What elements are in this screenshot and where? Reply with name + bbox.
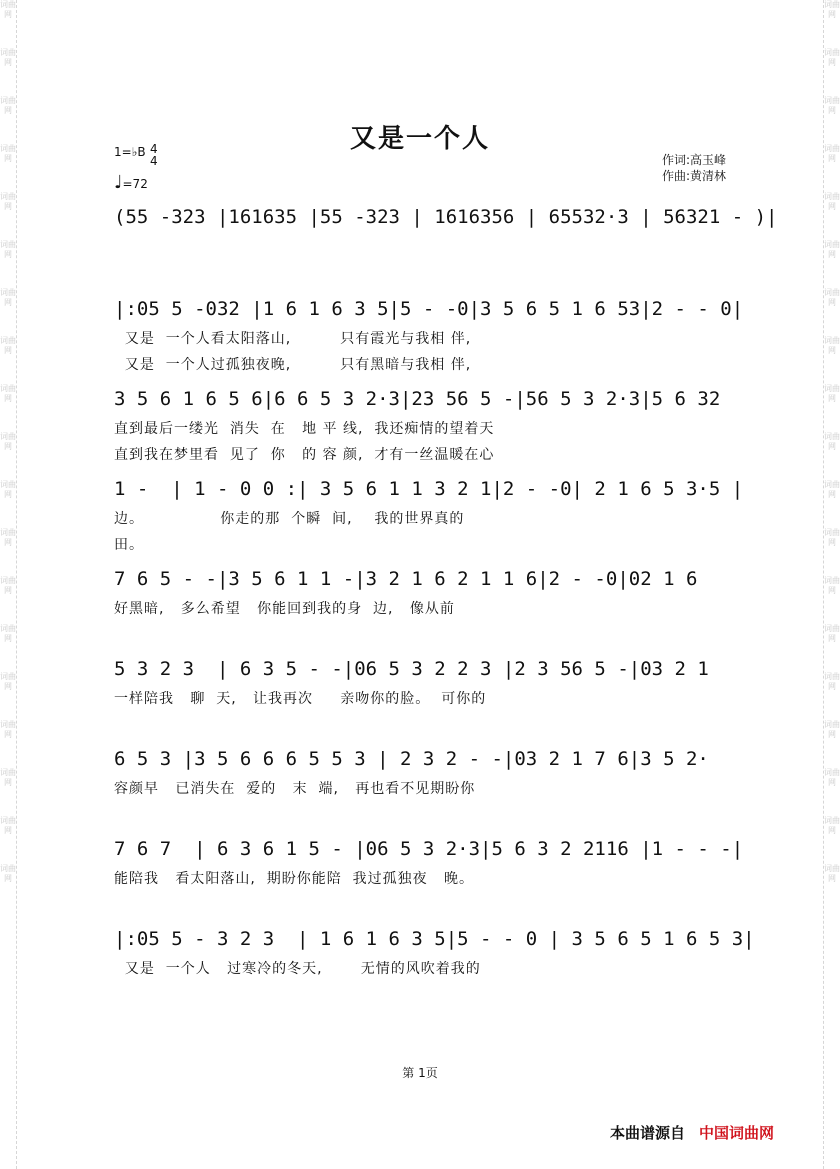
watermark: 词曲网 [824,288,840,307]
watermark: 词曲网 [824,480,840,499]
watermark: 词曲网 [0,768,16,787]
watermark: 词曲网 [0,0,16,19]
notation-line: (55 -323 |161635 |55 -323 | 1616356 | 65532·3 | 56321 - )| [114,206,778,228]
watermark: 词曲网 [824,672,840,691]
right-watermark-strip [823,0,840,1169]
watermark: 词曲网 [0,240,16,259]
lyric-line: 一样陪我 聊 天, 让我再次 亲吻你的脸。 可你的 [114,691,487,707]
song-title: 又是一个人 [349,124,490,154]
watermark: 词曲网 [0,576,16,595]
time-signature-bottom: 4 [150,154,158,168]
notation-line: |:05 5 -032 |1 6 1 6 3 5|5 - -0|3 5 6 5 1 6 53|2 - - 0| [114,298,744,320]
watermark: 词曲网 [824,816,840,835]
composer: 作曲:黄清林 [662,169,727,183]
watermark: 词曲网 [0,624,16,643]
lyric-line: 直到最后一缕光 消失 在 地 平 线, 我还痴情的望着天 [114,421,495,437]
watermark: 词曲网 [0,288,16,307]
lyric-line: 好黑暗, 多么希望 你能回到我的身 边, 像从前 [114,601,455,617]
watermark: 词曲网 [824,624,840,643]
key-label: 1=♭B [114,145,146,159]
notation-line: 5 3 2 3 | 6 3 5 - -|06 5 3 2 2 3 |2 3 56 5 -|03 2 1 [114,658,709,680]
watermark: 词曲网 [824,0,840,19]
watermark: 词曲网 [0,144,16,163]
left-watermark-strip [0,0,17,1169]
watermark: 词曲网 [0,336,16,355]
quarter-note-icon: ♩ [114,172,123,193]
notation-line: 6 5 3 |3 5 6 6 6 5 5 3 | 2 3 2 - -|03 2 1 7 6|3 5 2· [114,748,709,770]
watermark: 词曲网 [0,192,16,211]
watermark: 词曲网 [0,528,16,547]
watermark: 词曲网 [824,144,840,163]
source-site: 中国词曲网 [699,1124,775,1142]
page-number: 第 1页 [402,1066,438,1080]
lyric-line: 直到我在梦里看 见了 你 的 容 颜, 才有一丝温暖在心 [114,447,495,463]
source-label: 本曲谱源自 [610,1124,686,1142]
lyric-line: 能陪我 看太阳落山, 期盼你能陪 我过孤独夜 晚。 [114,871,474,887]
watermark: 词曲网 [0,48,16,67]
source-credit [610,1122,774,1143]
watermark: 词曲网 [824,864,840,883]
watermark: 词曲网 [0,96,16,115]
notation-line: 3 5 6 1 6 5 6|6 6 5 3 2·3|23 56 5 -|56 5 3 2·3|5 6 32 [114,388,721,410]
lyricist: 作词:高玉峰 [662,153,727,167]
watermark: 词曲网 [824,528,840,547]
watermark: 词曲网 [824,720,840,739]
key-signature [114,142,158,168]
watermark: 词曲网 [0,384,16,403]
watermark: 词曲网 [0,672,16,691]
watermark: 词曲网 [824,432,840,451]
notation-line: 7 6 7 | 6 3 6 1 5 - |06 5 3 2·3|5 6 3 2 2116 |1 - - -| [114,838,744,860]
lyric-line: 边。 你走的那 个瞬 间, 我的世界真的 [114,511,465,527]
tempo-marking [114,172,148,193]
watermark: 词曲网 [824,96,840,115]
watermark: 词曲网 [824,576,840,595]
notation-line: |:05 5 - 3 2 3 | 1 6 1 6 3 5|5 - - 0 | 3 5 6 5 1 6 5 3| [114,928,755,950]
watermark: 词曲网 [824,384,840,403]
watermark: 词曲网 [0,480,16,499]
watermark: 词曲网 [824,192,840,211]
watermark: 词曲网 [824,240,840,259]
lyric-line: 容颜早 已消失在 爱的 末 端, 再也看不见期盼你 [114,781,476,797]
tempo-value: =72 [122,177,148,191]
lyric-line: 又是 一个人看太阳落山, 只有霞光与我相 伴, [114,331,472,347]
lyric-line: 又是 一个人 过寒冷的冬天, 无情的风吹着我的 [114,961,481,977]
watermark: 词曲网 [0,720,16,739]
notation-line: 7 6 5 - -|3 5 6 1 1 -|3 2 1 6 2 1 1 6|2 - -0|02 1 6 [114,568,698,590]
watermark: 词曲网 [0,432,16,451]
watermark: 词曲网 [0,816,16,835]
watermark: 词曲网 [0,864,16,883]
lyric-line: 田。 [114,537,144,553]
credits [662,152,726,184]
watermark: 词曲网 [824,336,840,355]
watermark: 词曲网 [824,768,840,787]
watermark: 词曲网 [824,48,840,67]
time-signature-top: 4 [150,142,158,156]
time-signature [150,143,158,167]
lyric-line: 又是 一个人过孤独夜晚, 只有黑暗与我相 伴, [114,357,472,373]
notation-line: 1 - | 1 - 0 0 :| 3 5 6 1 1 3 2 1|2 - -0| 2 1 6 5 3·5 | [114,478,744,500]
